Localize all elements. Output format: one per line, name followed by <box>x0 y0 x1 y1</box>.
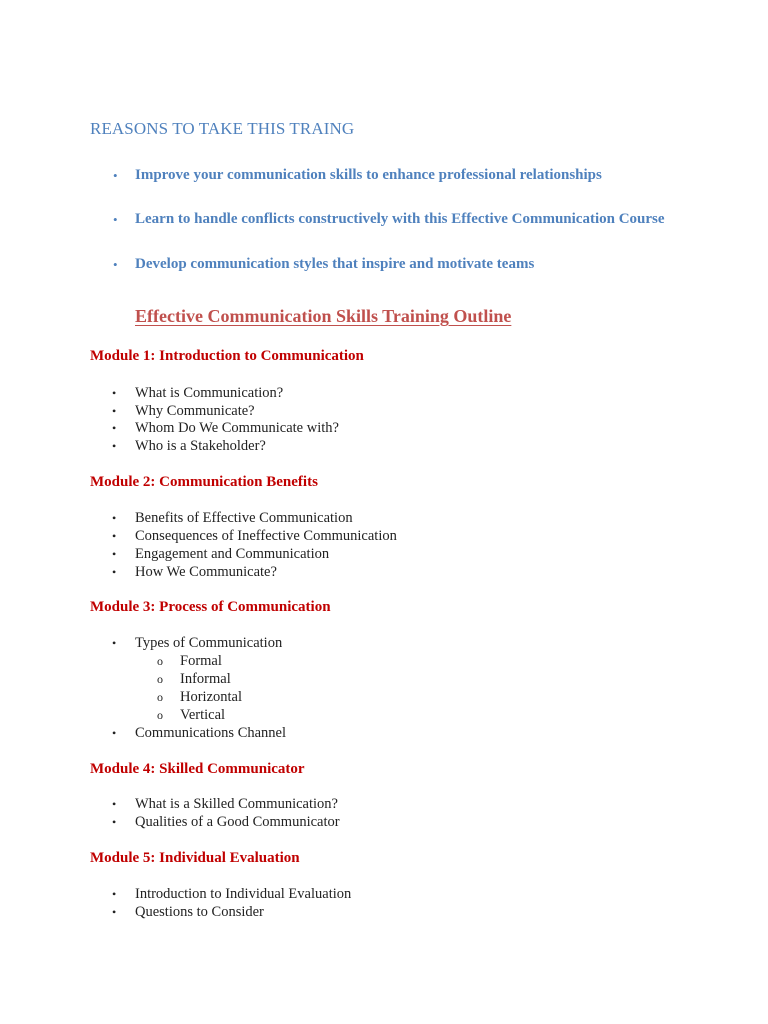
bullet-disc-icon: • <box>113 212 118 227</box>
reason-item: Develop communication styles that inspire and motivate teams <box>135 256 535 272</box>
bullet-circle-icon: o <box>157 654 163 668</box>
reason-item: Improve your communication skills to enhance professional relationships <box>135 167 602 183</box>
list-item: What is a Skilled Communication? <box>135 796 338 812</box>
module-heading: Module 1: Introduction to Communication <box>90 348 364 364</box>
list-item: Whom Do We Communicate with? <box>135 420 339 436</box>
bullet-disc-icon: • <box>113 168 118 183</box>
bullet-disc-icon: • <box>112 421 117 435</box>
bullet-disc-icon: • <box>112 887 117 901</box>
bullet-circle-icon: o <box>157 672 163 686</box>
list-item: Communications Channel <box>135 725 287 741</box>
list-item: Types of Communication <box>135 635 283 651</box>
bullet-circle-icon: o <box>157 690 163 704</box>
bullet-disc-icon: • <box>112 386 117 400</box>
bullet-disc-icon: • <box>112 529 117 543</box>
list-item: Questions to Consider <box>135 904 264 920</box>
bullet-disc-icon: • <box>112 404 117 418</box>
bullet-circle-icon: o <box>157 708 163 722</box>
bullet-disc-icon: • <box>112 636 117 650</box>
list-item: Consequences of Ineffective Communication <box>135 528 397 544</box>
list-item: Why Communicate? <box>135 403 255 419</box>
module-heading: Module 4: Skilled Communicator <box>90 761 305 777</box>
sub-list-item: Vertical <box>180 707 226 723</box>
reason-item: Learn to handle conflicts constructively with this Effective Communication Course <box>135 211 665 227</box>
list-item: Engagement and Communication <box>135 546 330 562</box>
bullet-disc-icon: • <box>112 439 117 453</box>
reasons-title: REASONS TO TAKE THIS TRAING <box>90 119 355 138</box>
sub-list-item: Informal <box>180 671 231 687</box>
list-item: Who is a Stakeholder? <box>135 438 266 454</box>
list-item: Introduction to Individual Evaluation <box>135 886 352 902</box>
bullet-disc-icon: • <box>112 905 117 919</box>
list-item: Benefits of Effective Communication <box>135 510 353 526</box>
bullet-disc-icon: • <box>112 797 117 811</box>
list-item: How We Communicate? <box>135 564 277 580</box>
outline-title: Effective Communication Skills Training Outline <box>135 306 512 326</box>
bullet-disc-icon: • <box>112 726 117 740</box>
bullet-disc-icon: • <box>112 547 117 561</box>
list-item: Qualities of a Good Communicator <box>135 814 340 830</box>
bullet-disc-icon: • <box>112 815 117 829</box>
sub-list-item: Horizontal <box>180 689 243 705</box>
module-heading: Module 5: Individual Evaluation <box>90 850 300 866</box>
bullet-disc-icon: • <box>112 511 117 525</box>
bullet-disc-icon: • <box>112 565 117 579</box>
module-heading: Module 2: Communication Benefits <box>90 474 318 490</box>
bullet-disc-icon: • <box>113 257 118 272</box>
list-item: What is Communication? <box>135 385 284 401</box>
sub-list-item: Formal <box>180 653 222 669</box>
module-heading: Module 3: Process of Communication <box>90 599 331 615</box>
